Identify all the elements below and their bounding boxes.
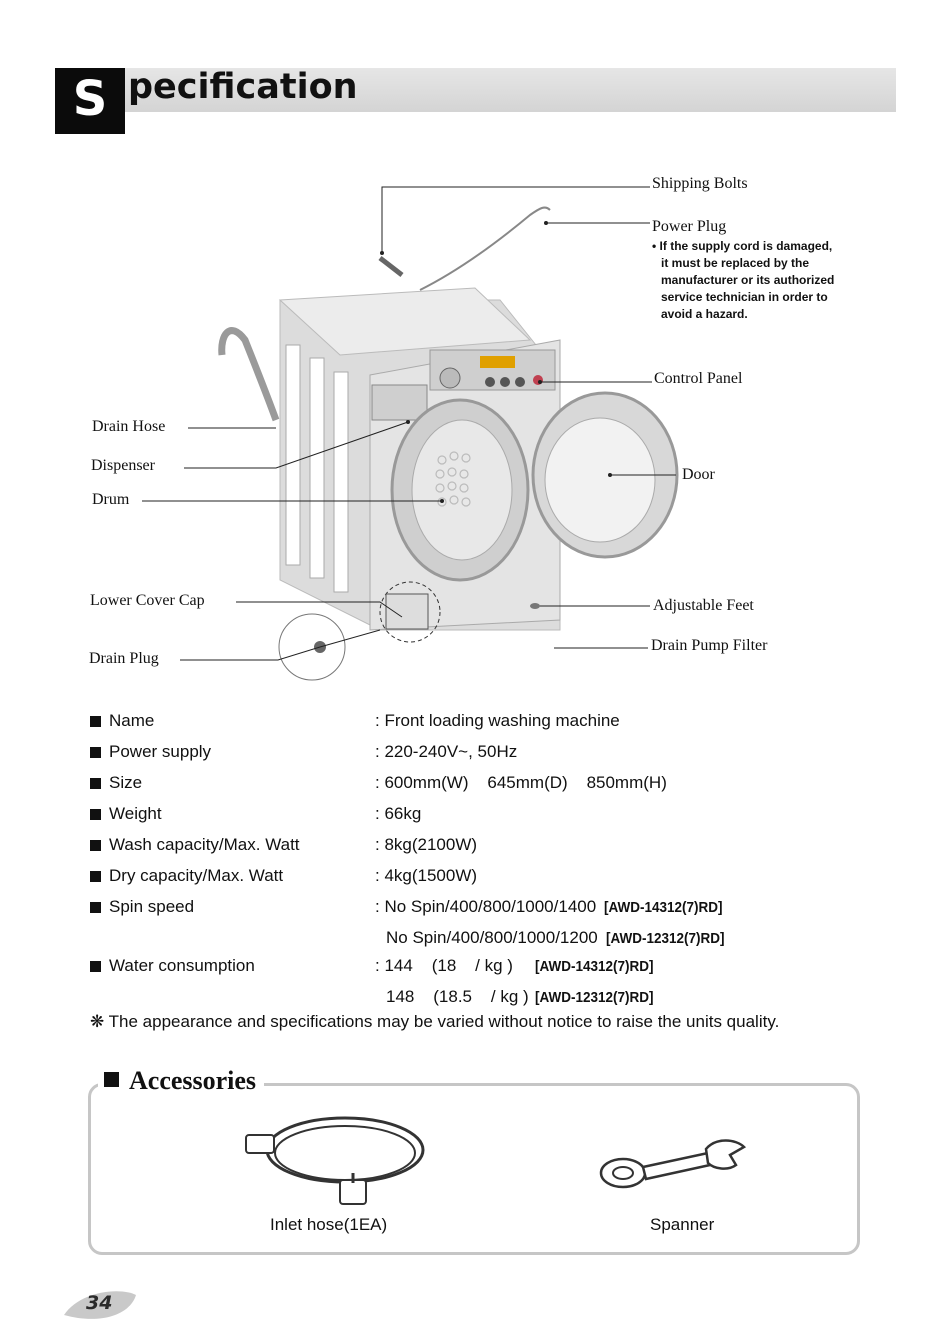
accessory-label-inlet-hose: Inlet hose(1EA) — [270, 1215, 388, 1234]
label-drain-pump-filter: Drain Pump Filter — [651, 637, 768, 654]
label-control-panel: Control Panel — [654, 370, 743, 387]
accessories-title-text: Accessories — [129, 1066, 257, 1095]
page-number: 34 — [86, 1292, 113, 1314]
spec-row-size — [90, 770, 870, 801]
spec-row-dry — [90, 863, 870, 894]
spec-row-water-2 — [90, 984, 870, 1012]
bullet-icon — [90, 871, 101, 882]
label-adjustable-feet: Adjustable Feet — [653, 597, 754, 614]
note-line-2: it must be replaced by the — [661, 256, 810, 270]
spec-row-spin — [90, 894, 870, 925]
bullet-icon — [90, 809, 101, 820]
water-value-2: 148 (18.5 / kg ) — [386, 987, 529, 1006]
spec-row-water — [90, 953, 870, 984]
label-drain-plug: Drain Plug — [89, 650, 159, 667]
spec-value: : 4kg(1500W) — [375, 866, 478, 885]
spec-row-spin-2 — [90, 925, 870, 953]
spec-label: Size — [109, 773, 143, 792]
bullet-icon — [90, 961, 101, 972]
spec-row-name — [90, 708, 870, 739]
spec-label: Weight — [109, 804, 162, 823]
power-plug-note — [652, 238, 872, 323]
disclaimer-note: ❋ The appearance and specifications may be varied without notice to raise the units quality. — [90, 1012, 780, 1031]
spec-label: Power supply — [109, 742, 212, 761]
spec-value: : Front loading washing machine — [375, 711, 620, 730]
bullet-icon — [104, 1072, 119, 1087]
spanner-icon — [598, 1135, 748, 1195]
spec-label: Wash capacity/Max. Watt — [109, 835, 300, 854]
spec-row-wash — [90, 832, 870, 863]
accessory-label-spanner: Spanner — [650, 1215, 715, 1234]
bullet-icon — [90, 902, 101, 913]
model-code: [AWD-12312(7)RD] — [534, 989, 654, 1006]
note-line-4: service technician in order to — [661, 290, 828, 304]
spec-value — [375, 956, 667, 976]
spin-value-1: : No Spin/400/800/1000/1400 — [375, 897, 597, 916]
spec-value: : 66kg — [375, 804, 422, 823]
model-code: [AWD-14312(7)RD] — [604, 899, 723, 916]
model-code: [AWD-14312(7)RD] — [534, 958, 654, 975]
bullet-icon — [90, 716, 101, 727]
bullet-icon — [90, 778, 101, 789]
spec-value: : 8kg(2100W) — [375, 835, 478, 854]
bullet-icon — [90, 747, 101, 758]
spec-value: : 220-240V~, 50Hz — [375, 742, 518, 761]
spec-row-power — [90, 739, 870, 770]
label-drum: Drum — [92, 491, 130, 508]
label-dispenser: Dispenser — [91, 457, 155, 474]
header-initial: S — [55, 68, 125, 134]
spec-value — [386, 987, 666, 1007]
spec-list — [90, 708, 870, 1012]
spec-label: Spin speed — [109, 897, 195, 916]
note-line-3: manufacturer or its authorized — [661, 273, 835, 287]
spec-row-weight — [90, 801, 870, 832]
spec-label: Dry capacity/Max. Watt — [109, 866, 284, 885]
inlet-hose-icon — [240, 1105, 430, 1215]
spec-value — [375, 897, 736, 917]
spec-label: Water consumption — [109, 956, 255, 975]
label-drain-hose: Drain Hose — [92, 418, 166, 435]
water-value-1: : 144 (18 / kg ) — [375, 956, 513, 975]
spin-value-2: No Spin/400/800/1000/1200 — [386, 928, 598, 947]
accessories-title — [98, 1066, 264, 1096]
spec-value — [386, 928, 737, 948]
label-power-plug: Power Plug — [652, 218, 727, 235]
model-code: [AWD-12312(7)RD] — [605, 930, 725, 947]
bullet-icon — [90, 840, 101, 851]
note-line-1: • If the supply cord is damaged, — [652, 239, 833, 253]
note-line-5: avoid a hazard. — [661, 307, 748, 321]
spec-label: Name — [109, 711, 155, 730]
spec-value: : 600mm(W) 645mm(D) 850mm(H) — [375, 773, 667, 792]
page-title: pecification — [128, 67, 358, 107]
washing-machine-diagram — [80, 160, 880, 690]
label-door: Door — [682, 466, 715, 483]
label-shipping-bolts: Shipping Bolts — [652, 175, 748, 192]
label-lower-cover-cap: Lower Cover Cap — [90, 592, 205, 609]
